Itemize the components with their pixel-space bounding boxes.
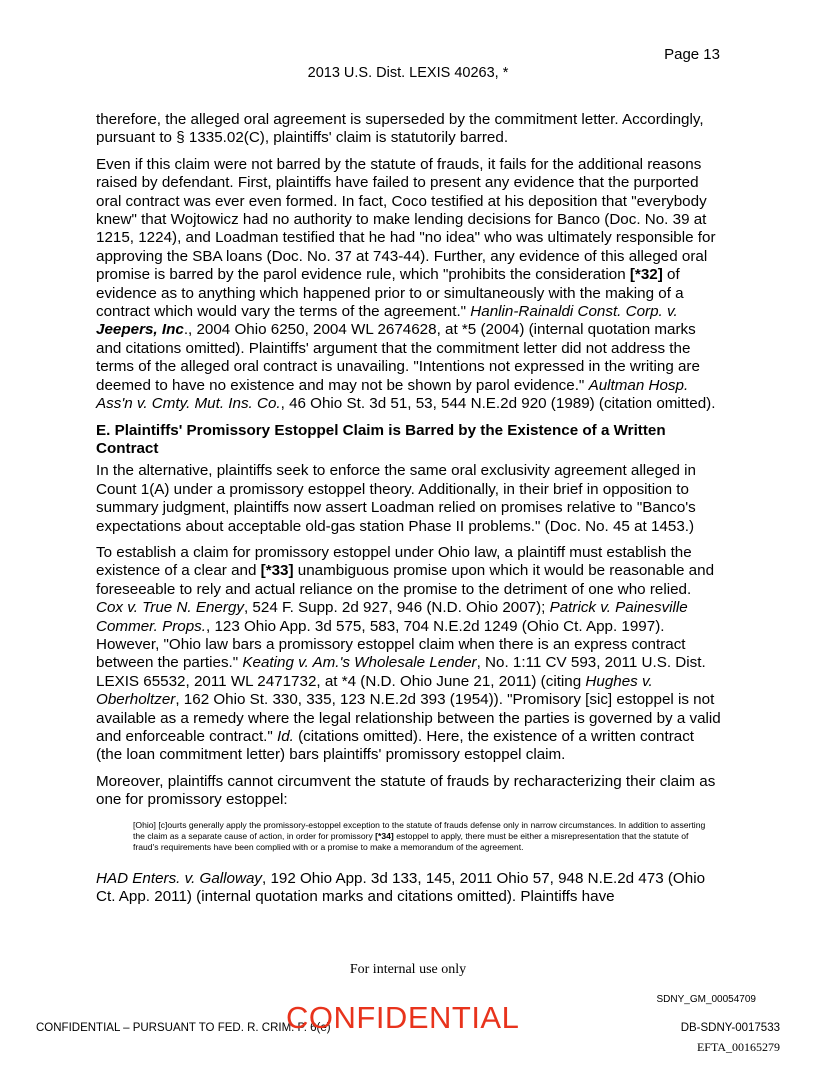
internal-use-notice: For internal use only [349,962,467,977]
paragraph: Even if this claim were not barred by the statute of frauds, it fails for the additional reasons raised by defendant. First, plaintiffs have failed to present any evidence that the purported oral contract was ever even formed. In fact, Coco testified at his deposition that "everybody knew" that Wojtowicz had no authority to make lending decisions for Banco (Doc. No. 39 at 1215, 1224), and Loadman testified that he had "no idea" who was ultimately responsible for approving the SBA loans (Doc. No. 37 at 743-44). Further, any evidence of this alleged oral promise is barred by the parol evidence rule, which "prohibits the consideration [*32] of evidence as to anything which happened prior to or simultaneously with the making of a contract which would vary the terms of the agreement." Hanlin-Rainaldi Const. Corp. v. Jeepers, Inc., 2004 Ohio 6250, 2004 WL 2674628, at *5 (2004) (internal quotation marks and citations omitted). Plaintiffs' argument that the commitment letter did not address the terms of the alleged oral contract is unavailing. "Intentions not expressed in the writing are deemed to have no existence and may not be shown by parol evidence." Aultman Hosp. Ass'n v. Cmty. Mut. Ins. Co., 46 Ohio St. 3d 51, 53, 544 N.E.2d 920 (1989) (citation omitted). [96,155,716,413]
document-body [96,111,722,915]
paragraph: In the alternative, plaintiffs seek to enforce the same oral exclusivity agreement alleged in Count 1(A) under a promissory estoppel theory. Additionally, in their brief in opposition to summary judgment, plaintiffs now assert Loadman relied on promises relative to "Banco's expectations about acceptable old-gas station Phase II problems." (Doc. No. 45 at 1453.) [96,462,696,535]
bates-number-db-sdny: DB-SDNY-0017533 [680,1022,780,1034]
paragraph: Moreover, plaintiffs cannot circumvent the statute of frauds by recharacterizing their claim as one for promissory estoppel: [96,772,716,809]
case-citation: Cox v. True N. Energy [96,599,244,617]
section-heading: E. Plaintiffs' Promissory Estoppel Claim is Barred by the Existence of a Written Contract [96,421,666,457]
id-citation: Id. [277,728,294,745]
confidential-stamp: CONFIDENTIAL [286,1000,520,1035]
block-quote: [Ohio] [c]ourts generally apply the promissory-estoppel exception to the statute of frauds defense only in narrow circumstances. In addition to asserting the claim as a separate cause of action, in order for promissory [*34] estoppel to apply, there must be either a misrepresentation that the statute of fraud's requirements have been complied with or a promise to make a memorandum of the agreement. [133,819,706,853]
paragraph: HAD Enters. v. Galloway, 192 Ohio App. 3d 133, 145, 2011 Ohio 57, 948 N.E.2d 473 (Ohio Ct. App. 2011) (internal quotation marks and citations omitted). Plaintiffs have [96,869,706,906]
case-citation: Patrick v. Painesville Commer. Props. [96,599,688,635]
star-page-marker: [*34] [375,831,394,842]
bates-number-sdny-gm: SDNY_GM_00054709 [656,994,756,1005]
efta-identifier: EFTA_00165279 [696,1040,780,1054]
case-citation: Aultman Hosp. Ass'n v. Cmty. Mut. Ins. Co. [96,376,689,413]
running-header-citation: 2013 U.S. Dist. LEXIS 40263, * [307,65,509,81]
case-citation: Hanlin-Rainaldi Const. Corp. v. [470,303,678,321]
case-citation: Keating v. Am.'s Wholesale Lender [242,654,477,672]
star-page-marker: [*33] [260,562,294,580]
case-citation: Hughes v. Oberholtzer [96,672,653,709]
case-citation-bold: Jeepers, Inc [96,321,184,339]
paragraph: therefore, the alleged oral agreement is superseded by the commitment letter. Accordingly, pursuant to § 1335.02(C), plaintiffs' claim is statutorily barred. [96,111,704,147]
paragraph: To establish a claim for promissory estoppel under Ohio law, a plaintiff must establish the existence of a clear and [*33] unambiguous promise upon which it would be reasonable and foreseeable to rely and actual reliance on the promise to the detriment of one who relied. Cox v. True N. Energy, 524 F. Supp. 2d 927, 946 (N.D. Ohio 2007); Patrick v. Painesville Commer. Props., 123 Ohio App. 3d 575, 583, 704 N.E.2d 1249 (Ohio Ct. App. 1997). However, "Ohio law bars a promissory estoppel claim when there is an express contract between the parties." Keating v. Am.'s Wholesale Lender, No. 1:11 CV 593, 2011 U.S. Dist. LEXIS 65532, 2011 WL 2471732, at *4 (N.D. Ohio June 21, 2011) (citing Hughes v. Oberholtzer, 162 Ohio St. 330, 335, 123 N.E.2d 393 (1954)). "Promisory [sic] estoppel is not available as a remedy where the legal relationship between the parties is governed by a valid and enforceable contract." Id. (citations omitted). Here, the existence of a written contract (the loan commitment letter) bars plaintiffs' promissory estoppel claim. [96,543,721,764]
page-number: Page 13 [664,46,720,63]
confidential-notice: CONFIDENTIAL – PURSUANT TO FED. R. CRIM. P. 6(e) [36,1022,331,1034]
star-page-marker: [*32] [629,266,663,284]
case-citation: HAD Enters. v. Galloway [96,869,262,887]
